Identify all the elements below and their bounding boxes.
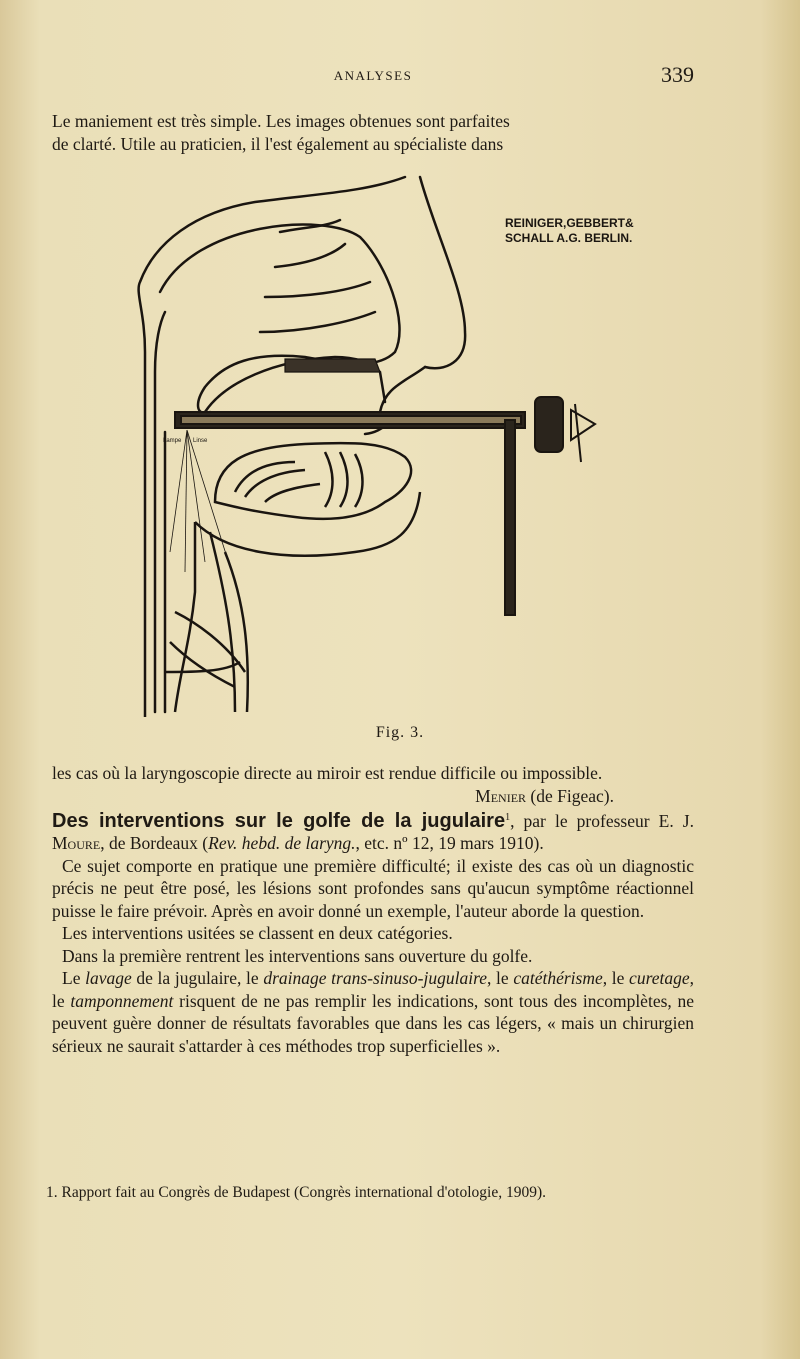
paragraph-4: Dans la première rentrent les interventions sans ouverture du golfe.	[62, 945, 533, 966]
p5-text-a: Le	[62, 968, 86, 989]
paragraph-2: Ce sujet comporte en pratique une première difficulté; il existe des cas où un diagnostic précis ne peut être posé, les lésions sont profondes sans qu'aucun symptôme réactionnel puisse le faire prévoir. Après en avoir donné un exemple, l'auteur aborde la question.	[52, 855, 694, 921]
laryngoscope-tube	[175, 397, 595, 615]
p5-curetage: curetage	[629, 968, 690, 989]
paragraph-1: les cas où la laryngoscopie directe au miroir est rendue difficile ou impossible.	[52, 763, 603, 783]
heading-journal: Rev. hebd. de laryng.	[208, 833, 356, 854]
heading-rest-3: , etc. nº 12, 19 mars 1910).	[355, 833, 544, 854]
tongue	[215, 443, 411, 519]
footnote-number: 1.	[46, 1184, 58, 1201]
turbinate-4	[260, 312, 375, 332]
label-linse: Linse	[193, 438, 208, 444]
p5-tamponnement: tamponnement	[70, 990, 174, 1011]
label-lampe: Lampe	[163, 438, 182, 444]
figure-caption: Fig. 3.	[375, 724, 425, 741]
p5-text-f: risquent de ne pas remplir les indications, sont tous des incomplètes, ne peuvent guère donner de résultats favorables que dans les cas légers, « mais un chirurgien sérieux ne saurait s'attarder à ces méthodes trop superficielles ».	[52, 990, 695, 1056]
section-heading	[52, 807, 694, 855]
heading-author: Moure	[52, 833, 101, 854]
intro-line-2: de clarté. Utile au praticien, il l'est également au spécialiste dans	[52, 133, 504, 154]
p5-drainage: drainage trans-sinuso-jugulaire	[263, 968, 488, 989]
footnote-text: Rapport fait au Congrès de Budapest (Congrès international d'otologie, 1909).	[61, 1184, 546, 1201]
laryngoscope-figure	[135, 172, 655, 717]
page-header	[52, 62, 694, 92]
footnote	[46, 1183, 696, 1203]
stamp-line-2: SCHALL A.G. BERLIN.	[505, 231, 633, 245]
paragraph-5	[52, 967, 694, 1057]
intro-line-1: Le maniement est très simple. Les images obtenues sont parfaites	[52, 111, 510, 131]
spine-line-1	[155, 312, 165, 712]
p5-text-b: de la jugulaire, le	[131, 968, 264, 989]
p5-lavage: lavage	[85, 968, 132, 989]
heading-rest-1: , par le professeur E. J.	[510, 810, 694, 831]
p5-text-e: , le	[52, 968, 694, 1011]
signature-place: (de Figeac).	[530, 785, 614, 806]
paragraph-3: Les interventions usitées se classent en deux catégories.	[62, 923, 453, 944]
running-head: ANALYSES	[333, 68, 413, 83]
heading-footnote-ref: 1	[505, 812, 511, 823]
body-text	[52, 762, 694, 1057]
stamp-line-1: REINIGER,GEBBERT&	[505, 216, 634, 230]
nose-outline	[420, 177, 465, 368]
signature-name: Menier	[475, 785, 527, 806]
p5-text-d: , le	[602, 968, 630, 989]
page-number: 339	[661, 62, 694, 87]
turbinate-2	[275, 244, 345, 267]
signature	[52, 785, 694, 808]
palate-outer	[160, 225, 400, 413]
heading-rest-2: , de Bordeaux (	[100, 833, 209, 854]
intro-text	[52, 110, 694, 155]
p5-catheterisme: catéthérisme	[513, 968, 603, 989]
heading-title: Des interventions sur le golfe de la jugulaire	[52, 809, 506, 832]
p5-text-c: , le	[487, 968, 514, 989]
turbinate-3	[265, 282, 370, 297]
